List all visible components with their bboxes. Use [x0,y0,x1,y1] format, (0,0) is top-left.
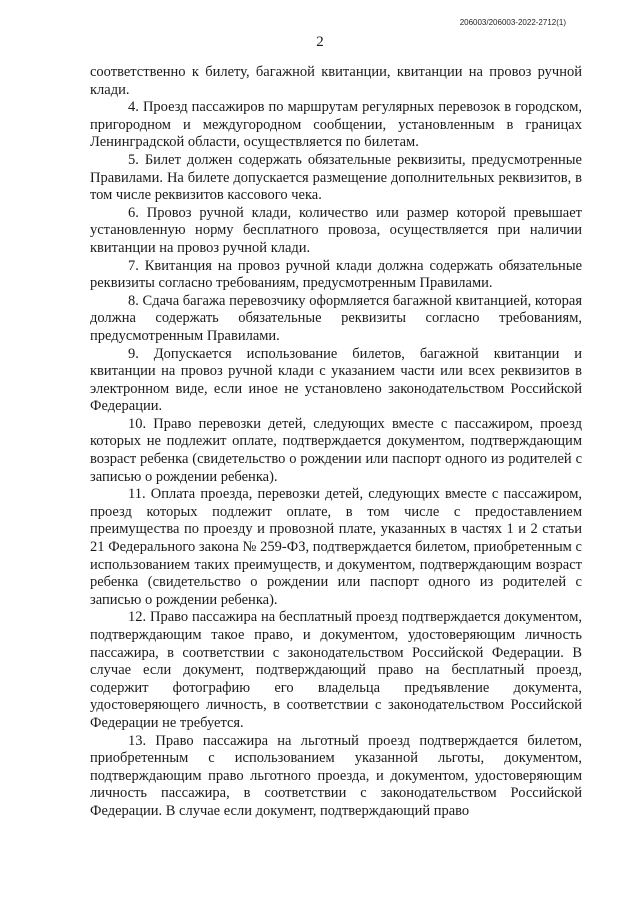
paragraph-12: 12. Право пассажира на бесплатный проезд подтверждается документом, подтверждающим такое право, и документом, удостоверяющим личность пассажира, в соответствии с законодательством Российской Федерации. В случае если документ, подтверждающий право на бесплатный проезд, содержит фотографию его владельца предъявление документа, удостоверяющего личность, в соответствии с законодательством Российской Федерации не требуется. [90,609,582,731]
paragraph-5: 5. Билет должен содержать обязательные реквизиты, предусмотренные Правилами. На билете допускается размещение дополнительных реквизитов, в том числе реквизитов кассового чека. [90,151,582,204]
paragraph-8: 8. Сдача багажа перевозчику оформляется багажной квитанцией, которая должна содержать обязательные реквизиты согласно требованиям, предусмотренным Правилами. [90,292,582,344]
paragraph-9: 9. Допускается использование билетов, багажной квитанции и квитанции на провоз ручной клади с указанием части или всех реквизитов в электронном виде, если иное не установлено законодательством Российской Федерации. [90,345,582,415]
paragraph-4: 4. Проезд пассажиров по маршрутам регулярных перевозок в городском, пригородном и междугородном сообщении, установленным в границах Ленинградской области, осуществляется по билетам. [90,99,582,151]
document-code: 206003/206003-2022-2712(1) [459,18,566,27]
document-body [90,64,582,821]
paragraph-11: 11. Оплата проезда, перевозки детей, следующих вместе с пассажиром, проезд которых подлежит оплате, в том числе с предоставлением преимущества по проезду и провозной плате, указанных в частях 1 и 2 статьи 21 Федерального закона № 259-ФЗ, подтверждается билетом, приобретенным с использованием таких преимуществ, и документом, подтверждающим возраст ребенка (свидетельство о рождении или паспорт одного из родителей с записью о рождении ребенка). [90,486,582,608]
paragraph-7: 7. Квитанция на провоз ручной клади должна содержать обязательные реквизиты согласно требованиям, предусмотренным Правилами. [90,257,582,292]
paragraph-6: 6. Провоз ручной клади, количество или размер которой превышает установленную норму бесплатного провоза, осуществляется при наличии квитанции на провоз ручной клади. [90,204,582,256]
paragraph-10: 10. Право перевозки детей, следующих вместе с пассажиром, проезд которых не подлежит оплате, подтверждается документом, подтверждающим возраст ребенка (свидетельство о рождении или паспорт одного из родителей с записью о рождении ребенка). [90,415,582,485]
page-number: 2 [316,34,324,50]
paragraph-continuation: соответственно к билету, багажной квитанции, квитанции на провоз ручной клади. [90,64,582,98]
paragraph-13: 13. Право пассажира на льготный проезд подтверждается билетом, приобретенным с использованием указанной льготы, документом, подтверждающим право льготного проезда, и документом, удостоверяющим личность пассажира, в соответствии с законодательством Российской Федерации. В случае если документ, подтверждающий право [90,732,582,819]
